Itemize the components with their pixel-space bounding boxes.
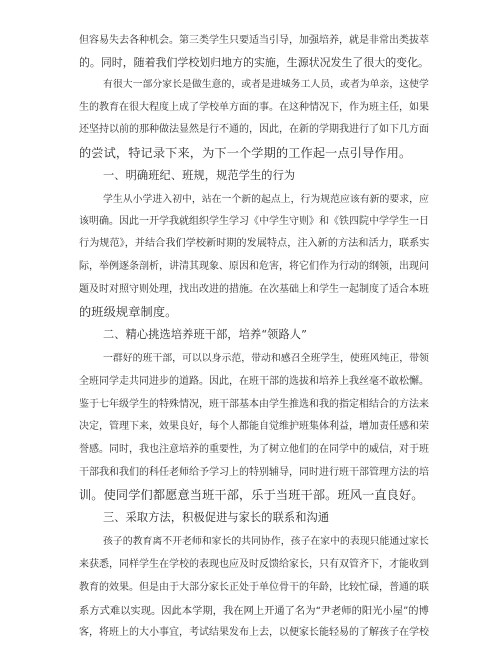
body-text-line: 际，举例逐条剖析，讲清其现象、原因和危害，将它们作为行动的纲领，出现问 [79,261,429,272]
body-text-line: 教育的效果。但是由于大部分家长正处于单位骨干的年龄，比较忙碌，普通的联 [79,582,429,593]
body-text-line: 该明确。因此一开学我就组织学生学习《中学生守则》和《铁四院中学学生一日 [79,216,429,227]
body-text-line: 系方式难以实现。因此本学期，我在网上开通了名为“尹老师的阳光小屋”的博 [79,605,429,617]
paragraph-first-line: 孩子的教育离不开老师和家长的共同协作，孩子在家中的表现只能通过家长 [103,536,429,547]
body-text-line: 训。使同学们都愿意当班干部，乐于当班干部。班风一直良好。 [79,488,424,502]
body-text-line: 来获悉，同样学生在学校的表现也应及时反馈给家长，只有双管齐下，才能收到 [79,559,429,570]
body-text-line: 客，将班上的大小事宜，考试结果发布上去，以便家长能轻易的了解孩子在学校 [79,627,429,638]
paragraph-first-line: 学生从小学进入初中，站在一个新的起点上，行为规范应该有新的要求，应 [103,194,429,205]
paragraph-first-line: 一群好的班干部，可以以身示范，带动和感召全班学生，使班风纯正，带领 [103,353,429,364]
section-heading-1: 一、明确班纪、班规，规范学生的行为 [103,169,296,182]
body-text-line: 题及时对照守则处理，找出改进的措施。在次基础上和学生一起制度了适合本班 [79,284,429,295]
body-text-line: 决定，管理下来，效果良好，每个人都能自觉维护班集体利益，增加责任感和荣 [79,421,429,432]
body-text-line: 誉感。同时，我也注意培养的重要性，为了树立他们的在同学中的威信，对于班 [79,444,429,455]
body-text-line: 的尝试，特记录下来，为下一个学期的工作起一点引导作用。 [79,146,412,160]
body-text-line: 还坚持以前的那种做法显然是行不通的，因此，在新的学期我进行了如下几方面 [79,124,429,135]
body-text-line: 干部我和我们的科任老师给予学习上的特别辅导，同时进行班干部管理方法的培 [79,467,429,478]
body-text-line: 生的教育在很大程度上成了学校单方面的事。在这种情况下，作为班主任，如果 [79,102,429,113]
body-text-line: 鉴于七年级学生的特殊情况，班干部基本由学生推选和我的指定相结合的方法来 [79,399,429,410]
body-text-line: 行为规范》，并结合我们学校新时期的发展特点，注入新的方法和活力，联系实 [79,238,430,249]
body-text-line: 的。同时，随着我们学校划归地方的实施，生源状况发生了很大的变化。 [79,56,429,69]
paragraph-first-line: 有很大一部分家长是做生意的，或者是进城务工人员，或者为单亲，这使学 [103,79,429,90]
section-heading-2: 二、精心挑选培养班干部，培养“领路人” [103,328,307,341]
body-text-line: 全班同学走共同进步的道路。因此，在班干部的选拔和培养上我丝毫不敢松懈。 [79,376,429,387]
section-heading-3: 三、采取方法，积极促进与家长的联系和沟通 [103,511,330,524]
body-text-line: 但容易失去各种机会。第三类学生只要适当引导，加强培养，就是非常出类拔萃 [79,35,429,46]
body-text-line: 的班级规章制度。 [79,305,178,319]
